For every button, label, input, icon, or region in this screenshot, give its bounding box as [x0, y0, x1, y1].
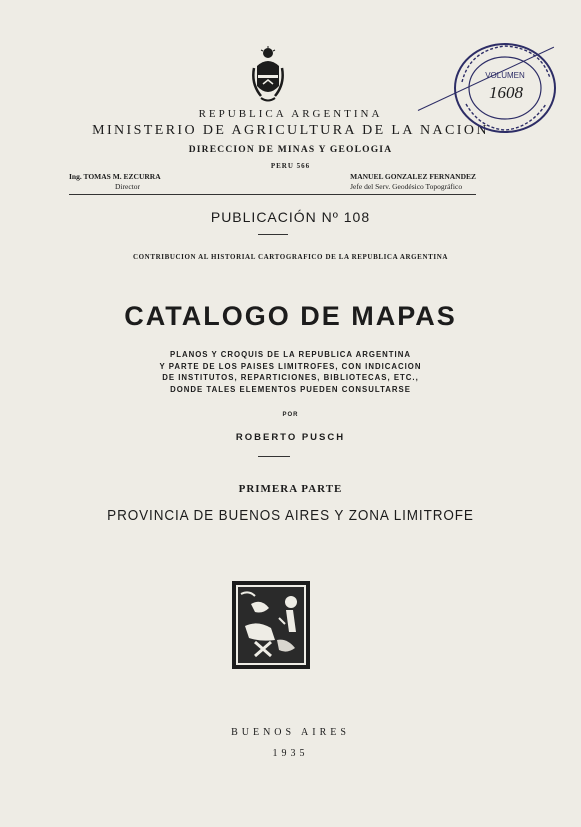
direction-heading: DIRECCION DE MINAS Y GEOLOGIA	[188, 145, 393, 155]
divider-rule	[69, 194, 476, 195]
printer-emblem-icon	[231, 580, 311, 670]
official-left	[69, 172, 161, 192]
imprint-year: 1935	[272, 748, 309, 759]
short-rule	[258, 456, 290, 457]
province-heading: PROVINCIA DE BUENOS AIRES Y ZONA LIMITROFE	[107, 507, 474, 524]
official-right	[350, 172, 476, 192]
publication-number: PUBLICACIÓN Nº 108	[210, 209, 371, 225]
imprint-city: BUENOS AIRES	[231, 727, 350, 738]
main-title: CATALOGO DE MAPAS	[124, 301, 457, 331]
author-name: ROBERTO PUSCH	[235, 432, 346, 443]
coat-of-arms-icon	[251, 46, 285, 108]
official-right-name: MANUEL GONZALEZ FERNANDEZ	[350, 172, 476, 181]
subtitle-line: Y PARTE DE LOS PAISES LIMITROFES, CON INDICACION	[159, 361, 422, 371]
subtitle-line: PLANOS Y CROQUIS DE LA REPUBLICA ARGENTINA	[170, 350, 411, 359]
address-line: PERU 566	[270, 162, 311, 170]
official-left-role: Director	[115, 182, 140, 191]
short-rule	[258, 234, 288, 235]
ministry-heading: MINISTERIO DE AGRICULTURA DE LA NACION	[92, 123, 489, 138]
by-label: POR	[282, 412, 299, 418]
part-heading: PRIMERA PARTE	[238, 483, 343, 495]
contribution-line: CONTRIBUCION AL HISTORIAL CARTOGRAFICO DE LA REPUBLICA ARGENTINA	[132, 253, 449, 261]
subtitle-block	[0, 349, 581, 395]
republic-heading: REPUBLICA ARGENTINA	[198, 108, 383, 120]
official-left-name: Ing. TOMAS M. EZCURRA	[69, 172, 161, 181]
subtitle-line: DE INSTITUTOS, REPARTICIONES, BIBLIOTECAS, ETC.,	[162, 373, 419, 382]
stamp-volume-number: 1608	[489, 83, 523, 102]
official-right-role: Jefe del Serv. Geodésico Topográfico	[350, 182, 463, 191]
stamp-label: VOLUMEN	[485, 71, 525, 80]
subtitle-line: DONDE TALES ELEMENTOS PUEDEN CONSULTARSE	[170, 384, 411, 394]
